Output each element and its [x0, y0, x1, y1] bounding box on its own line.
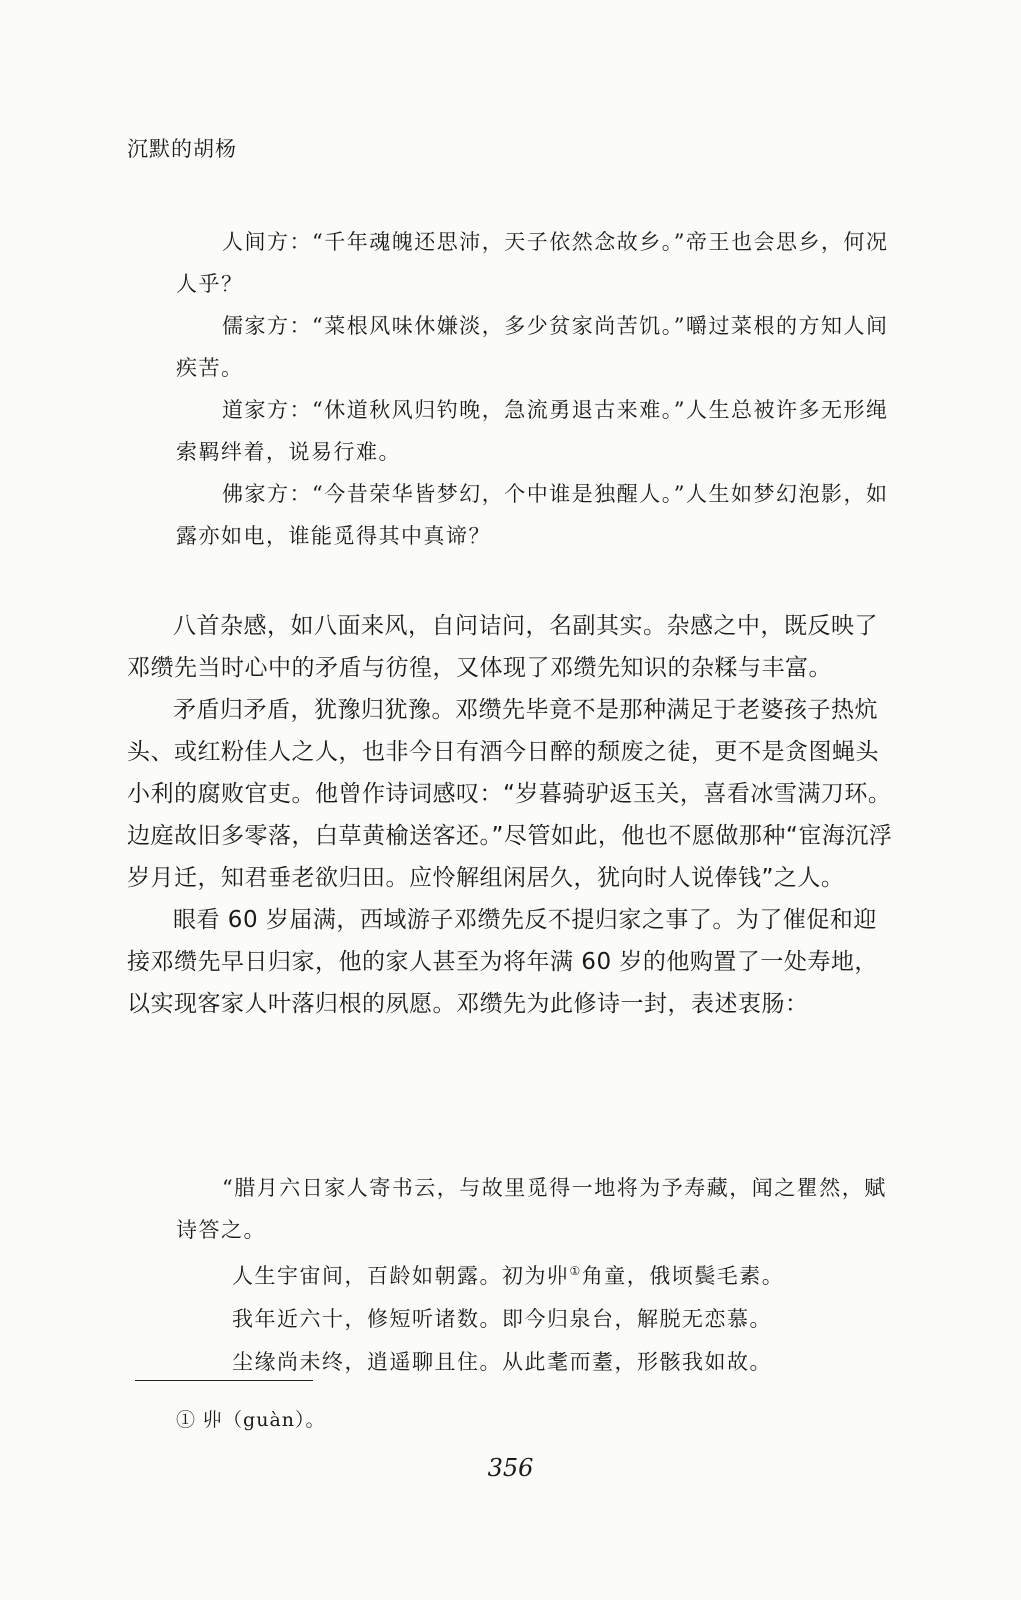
page-number: 356: [487, 1454, 534, 1482]
body-text: [127, 605, 899, 1025]
quote-paragraph: 道家方：“休道秋风归钓晚，急流勇退古来难。”人生总被许多无形绳索羁绊着，说易行难。: [176, 398, 889, 464]
poem-line-text: 角童，俄顷鬓毛素。: [581, 1264, 785, 1288]
footnote-marker: ①: [569, 1264, 582, 1278]
body-paragraph: 矛盾归矛盾，犹豫归犹豫。邓缵先毕竟不是那种满足于老婆孩子热炕头、或红粉佳人之人，也非今日有酒今日醉的颓废之徒，更不是贪图蝇头小利的腐败官吏。他曾作诗词感叹：“岁暮骑驴返玉关，喜看冰雪满刀环。边庭故旧多零落，白草黄榆送客还。”尽管如此，他也不愿做那种“宦海沉浮岁月迁，知君垂老欲归田。应怜解组闲居久，犹向时人说俸钱”之人。: [127, 697, 893, 891]
footnote-divider: [135, 1380, 313, 1381]
quote-paragraph: 人间方：“千年魂魄还思沛，天子依然念故乡。”帝王也会思乡，何况人乎？: [176, 230, 889, 296]
quote-paragraph: “腊月六日家人寄书云，与故里觅得一地将为予寿藏，闻之瞿然，赋诗答之。: [176, 1176, 887, 1242]
poem: [232, 1250, 784, 1384]
footnote: ① 丱（guàn）。: [176, 1409, 326, 1431]
poem-line: 尘缘尚未终，逍遥聊且住。从此耄而耋，形骸我如故。: [232, 1350, 772, 1374]
body-paragraph: 眼看 60 岁届满，西域游子邓缵先反不提归家之事了。为了催促和迎接邓缵先早日归家，他的家人甚至为将年满 60 岁的他购置了一处寿地，以实现客家人叶落归根的夙愿。邓缵先为此修诗一封，表述衷肠：: [127, 907, 878, 1017]
body-paragraph: 八首杂感，如八面来风，自问诘问，名副其实。杂感之中，既反映了邓缵先当时心中的矛盾与彷徨，又体现了邓缵先知识的杂糅与丰富。: [127, 613, 878, 681]
quote-paragraph: 儒家方：“菜根风味休嫌淡，多少贫家尚苦饥。”嚼过菜根的方知人间疾苦。: [176, 314, 889, 380]
quote-paragraph: 佛家方：“今昔荣华皆梦幻，个中谁是独醒人。”人生如梦幻泡影，如露亦如电，谁能觅得其中真谛？: [176, 482, 889, 548]
poem-line: 我年近六十，修短听诸数。即今归泉台，解脱无恋慕。: [232, 1307, 772, 1331]
quote-block-letter: [176, 1167, 898, 1251]
poem-line: [232, 1250, 784, 1298]
quote-block-prescriptions: [176, 221, 898, 557]
poem-line-text: 人生宇宙间，百龄如朝露。初为丱: [232, 1264, 570, 1288]
running-head: 沉默的胡杨: [127, 137, 237, 161]
